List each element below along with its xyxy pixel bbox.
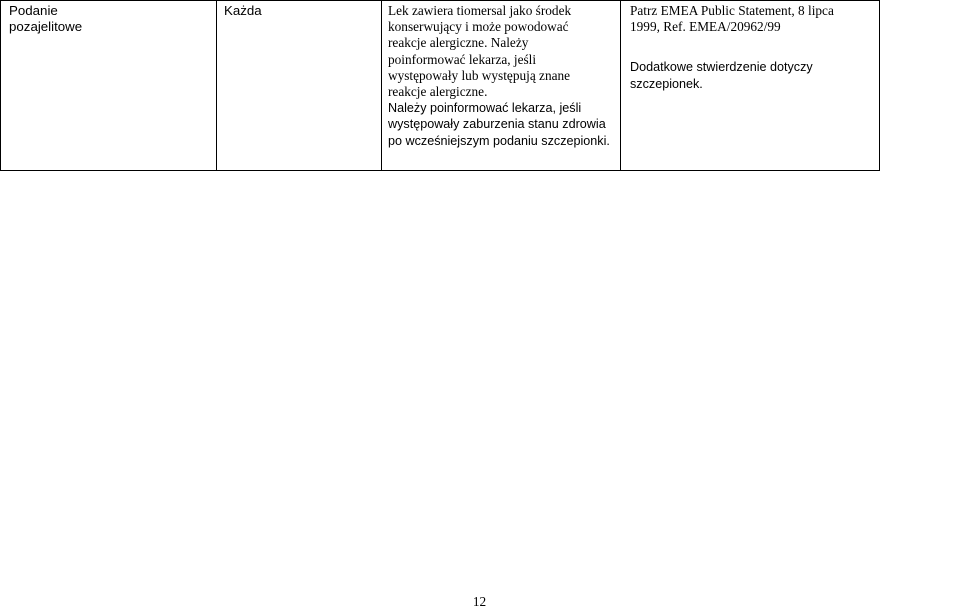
reference-spacer [630, 35, 873, 59]
warning-text-2: Należy poinformować lekarza, jeśli występowały zaburzenia stanu zdrowia po wcześniejszym podaniu szczepionki. [388, 101, 610, 148]
reference-text: Patrz EMEA Public Statement, 8 lipca 1999, Ref. EMEA/20962/99 [630, 3, 834, 35]
excipient-warning-table [0, 0, 880, 171]
route-text: Podanie pozajelitowe [9, 3, 83, 35]
reference-cell [621, 1, 880, 171]
population-text: Każda [224, 3, 262, 18]
table-row [1, 1, 880, 171]
warning-text-1: Lek zawiera tiomersal jako środek konserwujący i może powodować reakcje alergiczne. Należy poinformować lekarza, jeśli występowały lub występują znane reakcje alergiczne. [388, 3, 572, 100]
route-cell [1, 1, 217, 171]
population-cell [217, 1, 382, 171]
note-text: Dodatkowe stwierdzenie dotyczy szczepionek. [630, 60, 813, 91]
page-number: 12 [472, 594, 487, 609]
warning-cell [382, 1, 621, 171]
